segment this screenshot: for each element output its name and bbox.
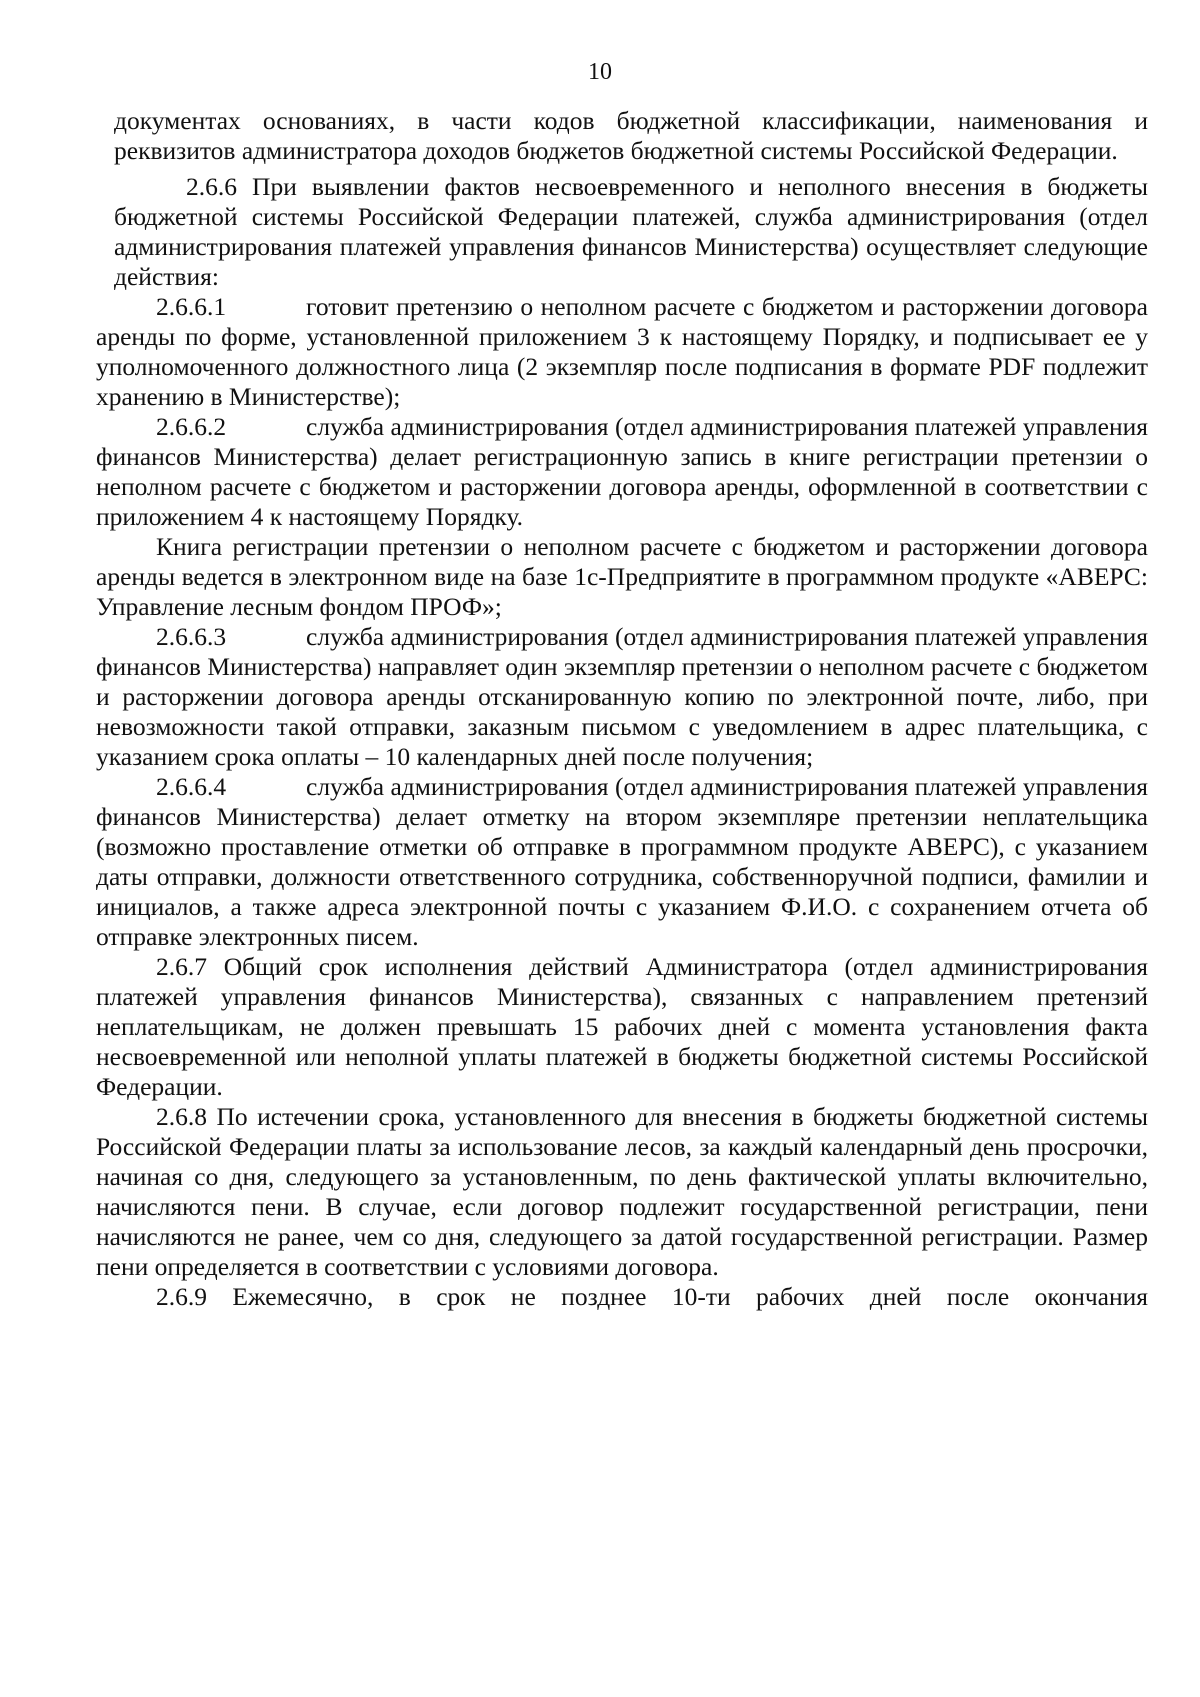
paragraph-text: служба администрирования (отдел администрирования платежей управления финансов Министерства) направляет один экземпляр претензии о неполном расчете с бюджетом и расторжении договора аренды отсканированную копию по электронной почте, либо, при невозможности такой отправки, заказным письмом с уведомлением в адрес плательщика, с указанием срока оплаты – 10 календарных дней после получения; — [96, 622, 1148, 771]
paragraph-2-6-6 — [114, 172, 1148, 292]
paragraph-2-6-7 — [96, 952, 1148, 1102]
paragraph-2-6-6-4 — [96, 772, 1148, 952]
paragraph-continuation — [114, 106, 1148, 166]
clause-number: 2.6.6.3 — [156, 622, 227, 651]
page-number: 10 — [588, 59, 612, 85]
paragraph-text: Общий срок исполнения действий Администратора (отдел администрирования платежей управления финансов Министерства), связанных с направлением претензий неплательщикам, не должен превышать 15 рабочих дней с момента установления факта несвоевременной или неполной уплаты платежей в бюджеты бюджетной системы Российской Федерации. — [96, 952, 1148, 1101]
paragraph-registry-book — [96, 532, 1148, 622]
clause-number: 2.6.6 — [186, 172, 237, 201]
paragraph-text: Ежемесячно, в срок не позднее 10-ти рабочих дней после окончания — [232, 1282, 1149, 1311]
paragraph-2-6-6-3 — [96, 622, 1148, 772]
clause-number: 2.6.6.2 — [156, 412, 227, 441]
paragraph-2-6-9 — [96, 1282, 1148, 1312]
paragraph-text: документах основаниях, в части кодов бюджетной классификации, наименования и реквизитов администратора доходов бюджетов бюджетной системы Российской Федерации. — [114, 106, 1148, 165]
paragraph-text: готовит претензию о неполном расчете с бюджетом и расторжении договора аренды по форме, установленной приложением 3 к настоящему Порядку, и подписывает ее у уполномоченного должностного лица (2 экземпляр после подписания в формате PDF подлежит хранению в Министерстве); — [96, 292, 1148, 411]
clause-number: 2.6.8 — [156, 1102, 207, 1131]
paragraph-text: Книга регистрации претензии о неполном расчете с бюджетом и расторжении договора аренды ведется в электронном виде на базе 1с-Предприятите в программном продукте «АВЕРС: Управление лесным фондом ПРОФ»; — [96, 532, 1148, 621]
paragraph-2-6-6-2 — [96, 412, 1148, 532]
clause-number: 2.6.6.1 — [156, 292, 227, 321]
paragraph-text: служба администрирования (отдел администрирования платежей управления финансов Министерства) делает регистрационную запись в книге регистрации претензии о неполном расчете с бюджетом и расторжении договора аренды, оформленной в соответствии с приложением 4 к настоящему Порядку. — [96, 412, 1148, 531]
clause-number: 2.6.6.4 — [156, 772, 227, 801]
clause-number: 2.6.7 — [156, 952, 207, 981]
document-body — [96, 106, 1149, 1312]
paragraph-2-6-8 — [96, 1102, 1148, 1282]
paragraph-2-6-6-1 — [96, 292, 1148, 412]
paragraph-text: служба администрирования (отдел администрирования платежей управления финансов Министерства) делает отметку на втором экземпляре претензии неплательщика (возможно проставление отметки об отправке в программном продукте АВЕРС), с указанием даты отправки, должности ответственного сотрудника, собственноручной подписи, фамилии и инициалов, а также адреса электронной почты с указанием Ф.И.О. с сохранением отчета об отправке электронных писем. — [96, 772, 1148, 951]
paragraph-text: При выявлении фактов несвоевременного и неполного внесения в бюджеты бюджетной системы Российской Федерации платежей, служба администрирования (отдел администрирования платежей управления финансов Министерства) осуществляет следующие действия: — [114, 172, 1149, 291]
paragraph-text: По истечении срока, установленного для внесения в бюджеты бюджетной системы Российской Федерации платы за использование лесов, за каждый календарный день просрочки, начиная со дня, следующего за установленным, по день фактической уплаты включительно, начисляются пени. В случае, если договор подлежит государственной регистрации, пени начисляются не ранее, чем со дня, следующего за датой государственной регистрации. Размер пени определяется в соответствии с условиями договора. — [96, 1102, 1148, 1281]
clause-number: 2.6.9 — [156, 1282, 207, 1311]
